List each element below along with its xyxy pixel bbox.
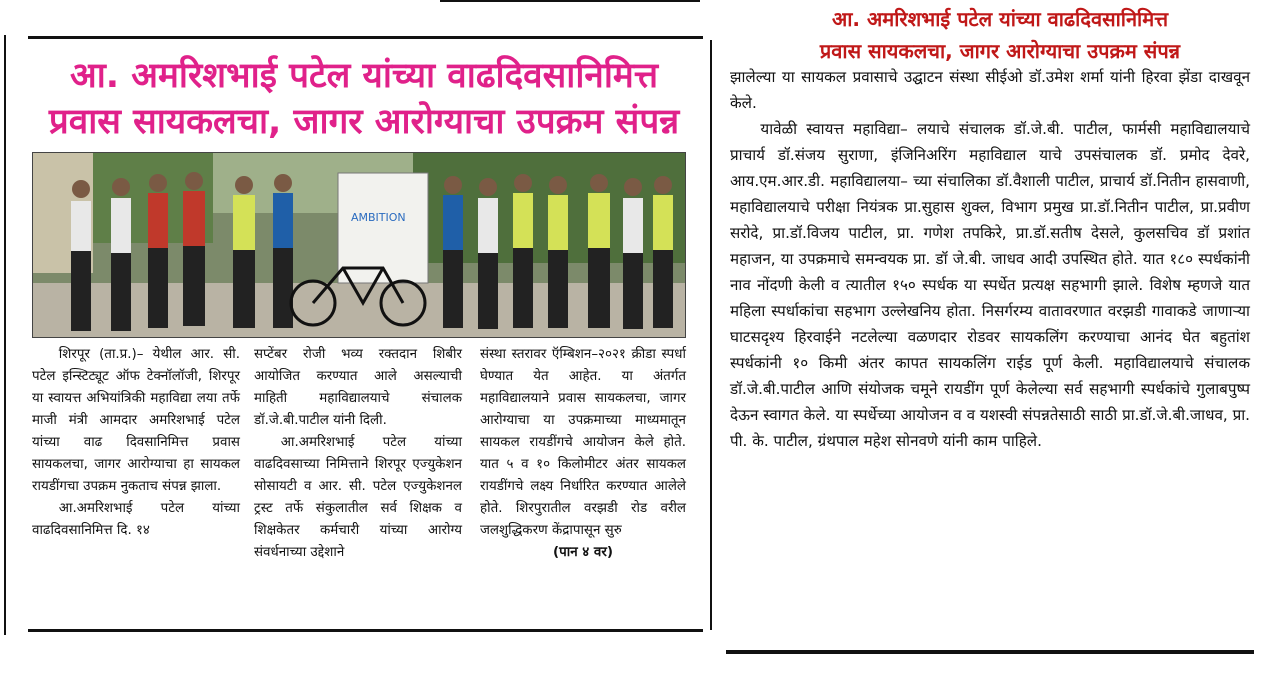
column-2-paragraph-2: आ.अमरिशभाई पटेल यांच्या वाढदिवसाच्या निमित्ताने शिरपूर एज्युकेशन सोसायटी व आर. सी. पटेल एज्युकेशनल ट्रस्ट तर्फे संकुलातील सर्व शिक्षक व शिक्षकेतर कर्मचारी यांच्या आरोग्य संवर्धनाच्या उद्देशाने — [254, 435, 462, 560]
right-title-line-2: प्रवास सायकलचा, जागर आरोग्याचा उपक्रम संपन्न — [819, 39, 1181, 63]
photo-illustration — [33, 153, 685, 337]
left-article — [28, 40, 700, 630]
bottom-rule-right — [726, 650, 1254, 654]
right-paragraph-2: यावेळी स्वायत्त महाविद्या– लयाचे संचालक डॉ.जे.बी. पाटील, फार्मसी महाविद्यालयाचे प्राचार्य डॉ.संजय सुराणा, इंजिनिअरिंग महाविद्याल याचे उपसंचालक डॉ. प्रमोद देवरे, आय.एम.आर.डी. महाविद्यालया– च्या संचालिका डॉ.वैशाली पाटील, प्राचार्य डॉ.नितीन हासवाणी, महाविद्यालयाचे परीक्षा नियंत्रक प्रा.सुहास शुक्ल, विभाग प्रमुख प्रा.डॉ.नितीन पाटील, प्रा.प्रवीण सरोदे, प्रा.डॉ.विजय पाटील, प्रा. गणेश तपकिरे, प्रा.डॉ.सतीष देसले, कुलसचिव डॉ प्रशांत महाजन, या उपक्रमाचे समन्वयक प्रा. डॉ जे.बी. जाधव आदी उपस्थित होते. यात १८० स्पर्धकांनी नाव नोंदणी केली व त्यातील १५० स्पर्धक या स्पर्धेत प्रत्यक्ष सहभागी झाले. विशेष म्हणजे यात महिला स्पर्धाकांचा सहभाग उल्लेखनिय होता. निसर्गरम्य वातावरणात वरझडी गावाकडे जाणाऱ्या घाटसदृश्य हिरवाईने नटलेल्या वळणदार रोडवर सायकलिंग करण्याचा आनंद घेत बहुतांश स्पर्धकांनी १० किमी अंतर कापत सायकलिंग राईड पूर्ण केली. महाविद्यालयाचे संचालक डॉ.जे.बी.पाटील आणि संयोजक चमूने रायडींग पूर्ण केलेल्या सर्व सहभागी स्पर्धकांचे गुलाबपुष्प देऊन स्वागत केले. या स्पर्धेच्या आयोजन व व यशस्वी संपन्नतेसाठी साठी प्रा.डॉ.जे.बी.जाधव, प्रा. पी. के. पाटील, ग्रंथपाल महेश सोनवणे यांनी काम पाहिले. — [730, 120, 1250, 450]
column-divider-right-article — [710, 40, 712, 630]
article-column-3 — [480, 344, 686, 564]
top-rule-left — [28, 36, 703, 39]
ambition-banner-text: AMBITION — [351, 211, 406, 224]
continued-on-page-label: (पान ४ वर) — [553, 545, 613, 560]
headline-line-1: आ. अमरिशभाई पटेल यांच्या वाढदिवसानिमित्त — [69, 56, 659, 96]
right-paragraph-1: झालेल्या या सायकल प्रवासाचे उद्घाटन संस्था सीईओ डॉ.उमेश शर्मा यांनी हिरवा झेंडा दाखवून केले. — [730, 68, 1250, 112]
headline-line-2: प्रवास सायकलचा, जागर आरोग्याचा उपक्रम संपन्न — [48, 102, 680, 142]
left-margin-rule — [4, 35, 6, 635]
top-rule-center — [440, 0, 700, 2]
article-column-2 — [254, 344, 462, 564]
column-3-paragraph-1: संस्था स्तरावर ऍम्बिशन–२०२१ क्रीडा स्पर्धा घेण्यात येत आहेत. या अंतर्गत महाविद्यालयाने प्रवास सायकलचा, जागर आरोग्याचा या उपक्रमाच्या माध्यमातून सायकल रायडींगचे आयोजन केले होते. यात ५ व १० किलोमीटर अंतर सायकल रायडींगचे लक्ष्य निर्धारित करण्यात आलेले होते. शिरपुरातील वरझडी रोड वरील जलशुद्धिकरण केंद्रापासून सुरु — [480, 347, 686, 538]
column-2-paragraph-1: सप्टेंबर रोजी भव्य रक्तदान शिबीर आयोजित करण्यात आले असल्याची माहिती महाविद्यालयाचे संचालक डॉ.जे.बी.पाटील यांनी दिली. — [254, 347, 462, 428]
right-article-body — [730, 64, 1250, 454]
column-1-paragraph-1: शिरपूर (ता.प्र.)– येथील आर. सी. पटेल इन्स्टिट्यूट ऑफ टेक्नॉलॉजी, शिरपूर या स्वायत्त अभियांत्रिकी महाविद्या लया तर्फे माजी मंत्री आमदार अमरिशभाई पटेल यांच्या वाढ दिवसानिमित्त प्रवास सायकलचा, जागर आरोग्याचा हा सायकल रायडींगचा उपक्रम नुकताच संपन्न झाला. — [32, 347, 240, 494]
column-1-paragraph-2: आ.अमरिशभाई पटेल यांच्या वाढदिवसानिमित्त दि. १४ — [32, 501, 240, 538]
right-title-line-1: आ. अमरिशभाई पटेल यांच्या वाढदिवसानिमित्त — [831, 7, 1169, 31]
cycling-group-photo — [32, 152, 686, 338]
article-column-1 — [32, 344, 240, 542]
